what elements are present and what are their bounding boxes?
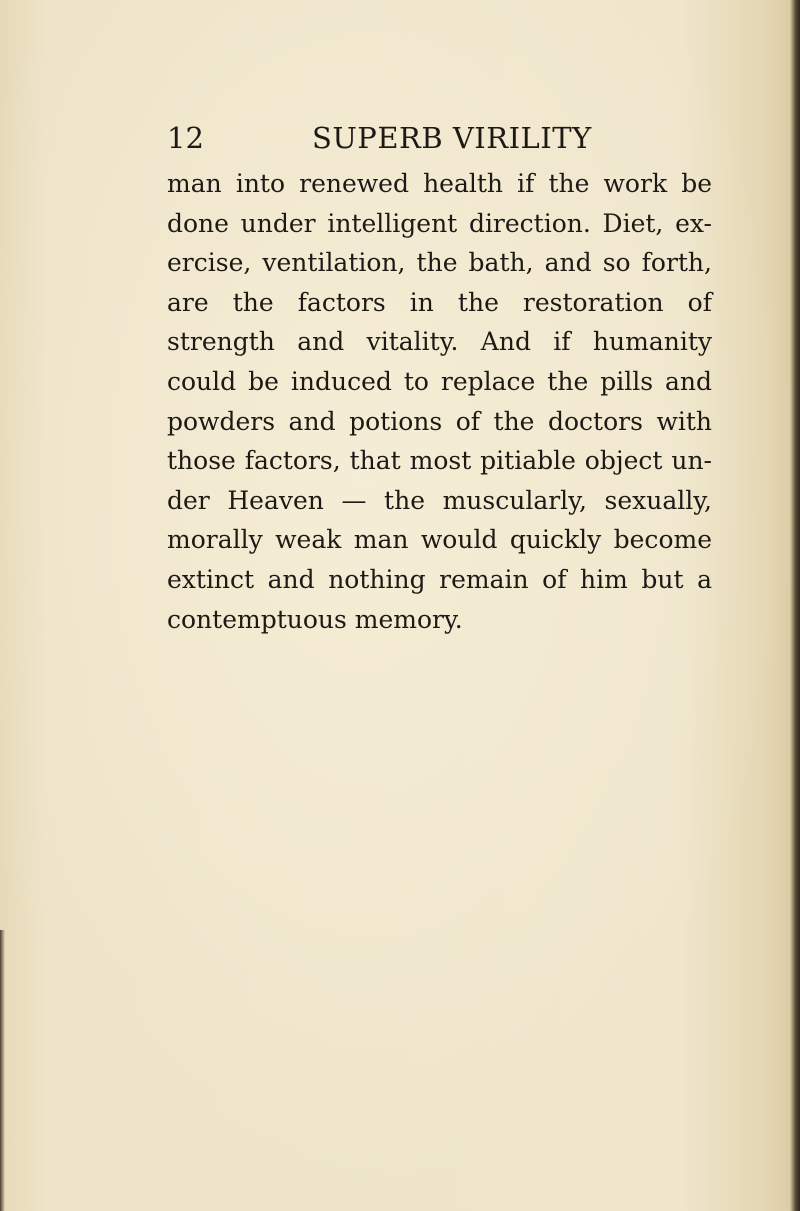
text-line: man into renewed health if the work be <box>167 169 712 198</box>
text-line: those factors, that most pitiable object un- <box>167 446 712 476</box>
running-head: SUPERB VIRILITY <box>312 121 592 155</box>
page-left-edge-shadow <box>0 930 5 1211</box>
page-header <box>167 118 712 158</box>
text-line-last: contemptuous memory. <box>167 604 463 634</box>
text-line: powders and potions of the doctors with <box>167 406 712 436</box>
text-line: could be induced to replace the pills and <box>167 366 712 396</box>
page-number: 12 <box>167 121 204 155</box>
text-line: der Heaven — the muscularly, sexually, <box>167 485 712 515</box>
text-line: ercise, ventilation, the bath, and so forth, <box>167 248 712 278</box>
text-line: morally weak man would quickly become <box>167 525 712 555</box>
text-line: extinct and nothing remain of him but a <box>167 564 712 594</box>
text-line: done under intelligent direction. Diet, ex- <box>167 208 712 238</box>
page-binding-edge <box>790 0 800 1211</box>
text-line: strength and vitality. And if humanity <box>167 327 712 357</box>
body-paragraph <box>167 164 712 639</box>
text-line: are the factors in the restoration of <box>167 287 712 317</box>
